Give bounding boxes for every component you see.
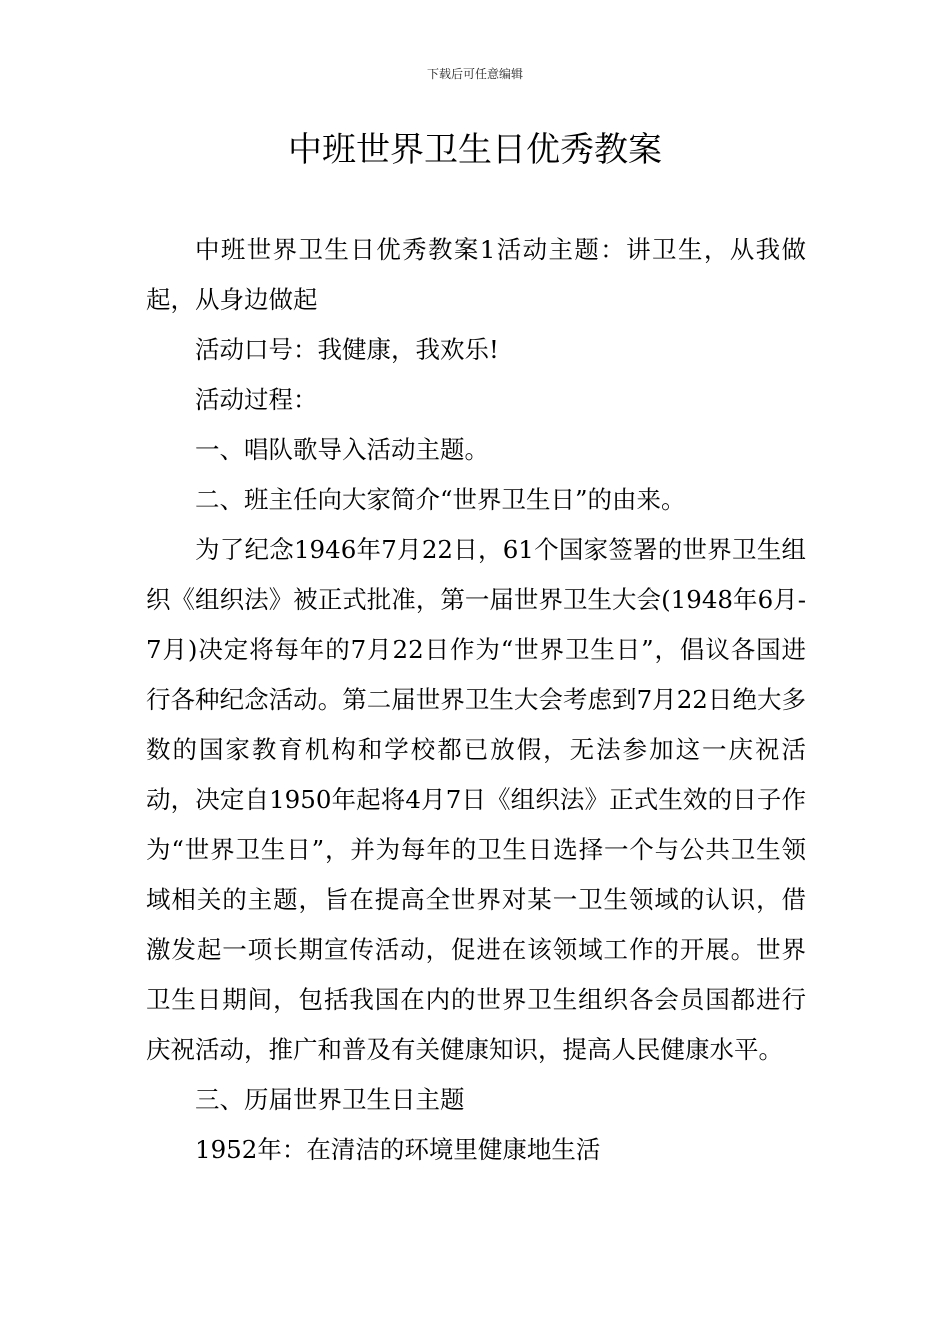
paragraph-history: 为了纪念1946年7月22日，61个国家签署的世界卫生组织《组织法》被正式批准，第一届世界卫生大会(1948年6月-7月)决定将每年的7月22日作为“世界卫生日”，倡议各国进行各种纪念活动。第二届世界卫生大会考虑到7月22日绝大多数的国家教育机构和学校都已放假，无法参加这一庆祝活动，决定自1950年起将4月7日《组织法》正式生效的日子作为“世界卫生日”，并为每年的卫生日选择一个与公共卫生领域相关的主题，旨在提高全世界对某一卫生领域的认识，借激发起一项长期宣传活动，促进在该领域工作的开展。世界卫生日期间，包括我国在内的世界卫生组织各会员国都进行庆祝活动，推广和普及有关健康知识，提高人民健康水平。 [146, 535, 806, 1064]
document-title: 中班世界卫生日优秀教案 [288, 130, 662, 170]
paragraph-step-one: 一、唱队歌导入活动主题。 [195, 435, 489, 464]
paragraph-slogan: 活动口号：我健康，我欢乐! [195, 335, 499, 364]
header-note: 下载后可任意编辑 [426, 67, 523, 81]
paragraph-step-two: 二、班主任向大家简介“世界卫生日”的由来。 [195, 485, 686, 514]
paragraph-step-three: 三、历届世界卫生日主题 [195, 1085, 465, 1114]
paragraph-process-heading: 活动过程： [195, 385, 318, 414]
document-body [146, 225, 806, 1175]
paragraph-theme-1952: 1952年：在清洁的环境里健康地生活 [195, 1135, 601, 1164]
paragraph-theme: 中班世界卫生日优秀教案1活动主题：讲卫生，从我做起，从身边做起 [146, 235, 806, 314]
